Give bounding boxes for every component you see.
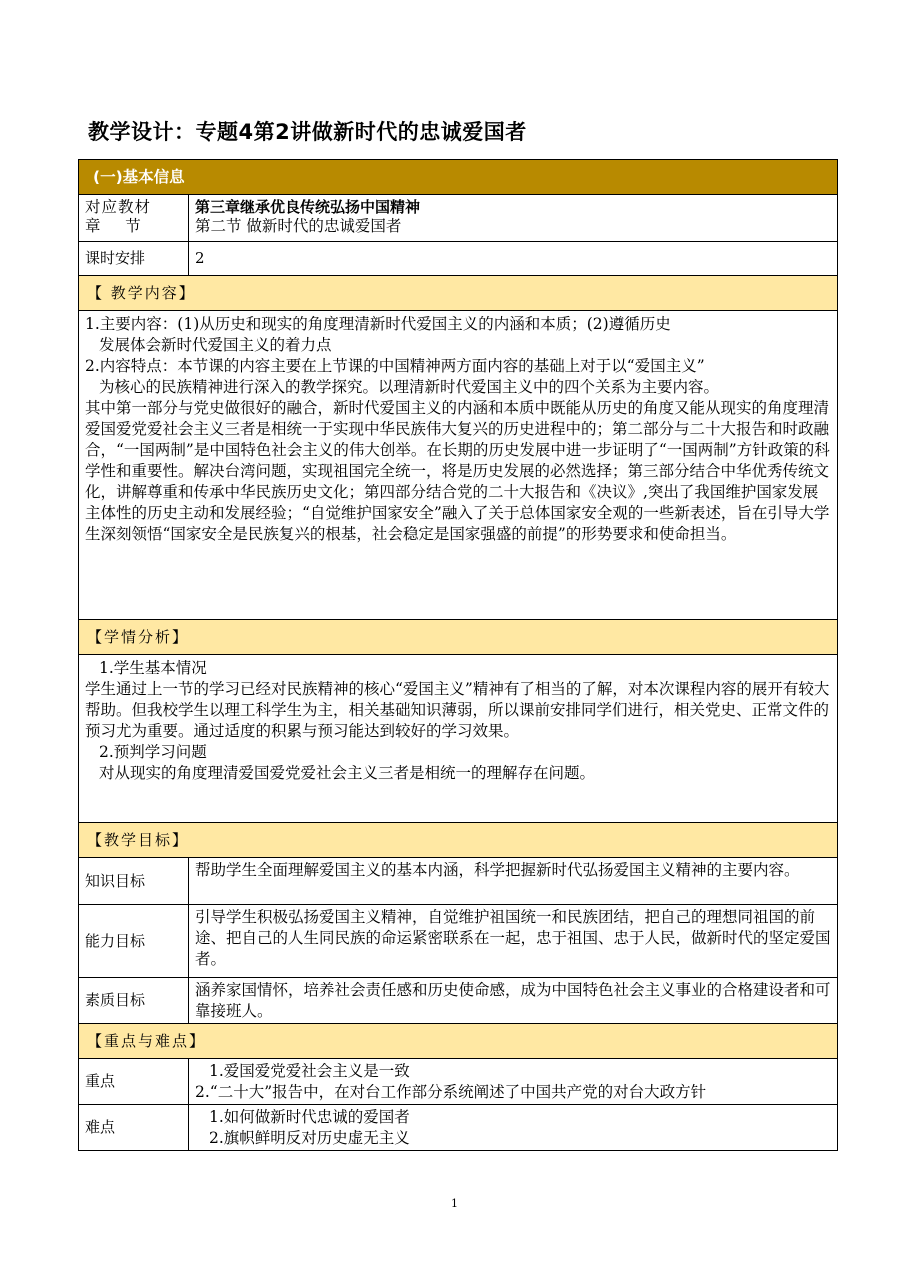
difficulty-item: 1.如何做新时代忠诚的爱国者	[209, 1108, 410, 1126]
quality-goal-label: 素质目标	[79, 978, 189, 1024]
section-basic-info-header: (一)基本信息	[79, 160, 838, 195]
textbook-chapter-value: 第三章继承优良传统弘扬中国精神 第二节 做新时代的忠诚爱国者	[189, 195, 838, 242]
ability-goal-text: 引导学生积极弘扬爱国主义精神，自觉维护祖国统一和民族团结，把自己的理想同祖国的前途、把自己的人生同民族的命运紧密联系在一起，忠于祖国、忠于人民，做新时代的坚定爱国者。	[189, 905, 838, 978]
document-title: 教学设计：专题4第2讲做新时代的忠诚爱国者	[88, 120, 527, 144]
lesson-plan-table	[78, 159, 838, 1151]
knowledge-goal-label: 知识目标	[79, 858, 189, 905]
key-point-item: 1.爱国爱党爱社会主义是一致	[209, 1062, 410, 1080]
learning-analysis-header: 【学情分析】	[79, 620, 838, 655]
difficulty-item: 2.旗帜鲜明反对历史虚无主义	[209, 1129, 410, 1147]
page-number: 1	[451, 1197, 458, 1210]
class-hours-label: 课时安排	[79, 242, 189, 276]
learning-analysis-body: 1.学生基本情况 学生通过上一节的学习已经对民族精神的核心“爱国主义”精神有了相当的了解，对本次课程内容的展开有较大帮助。但我校学生以理工科学生为主，相关基础知识薄弱，所以课前安排同学们进行，相关党史、正常文件的预习尤为重要。通过适度的积累与预习能达到较好的学习效果。 2.预判学习问题 对从现实的角度理清爱国爱党爱社会主义三者是相统一的理解存在问题。	[79, 655, 838, 823]
teaching-content-body: 1.主要内容：(1)从历史和现实的角度理清新时代爱国主义的内涵和本质；(2)遵循历史 发展体会新时代爱国主义的着力点 2.内容特点：本节课的内容主要在上节课的中国精神两方面内容的基础上对于以“爱国主义” 为核心的民族精神进行深入的教学探究。以理清新时代爱国主义中的四个关系为主要内容。 其中第一部分与党史做很好的融合，新时代爱国主义的内涵和本质中既能从历史的角度又能从现实的角度理清爱国爱党爱社会主义三者是相统一于实现中华民族伟大复兴的历史进程中的；第二部分与二十大报告和时政融合，“一国两制”是中国特色社会主义的伟大创举。在长期的历史发展中进一步证明了“一国两制”方针政策的科学性和重要性。解决台湾问题，实现祖国完全统一，将是历史发展的必然选择；第三部分结合中华优秀传统文化，讲解尊重和传承中华民族历史文化；第四部分结合党的二十大报告和《决议》,突出了我国维护国家发展主体性的历史主动和发展经验；“自觉维护国家安全”融入了关于总体国家安全观的一些新表述，旨在引导大学生深刻领悟“国家安全是民族复兴的根基，社会稳定是国家强盛的前提”的形势要求和使命担当。	[79, 311, 838, 620]
key-point-item: 2.“二十大”报告中，在对台工作部分系统阐述了中国共产党的对台大政方针	[195, 1083, 707, 1101]
key-point-label: 重点	[79, 1059, 189, 1105]
keypoints-header: 【重点与难点】	[79, 1024, 838, 1059]
difficulty-list	[189, 1105, 838, 1151]
class-hours-value: 2	[189, 242, 838, 276]
key-point-list	[189, 1059, 838, 1105]
teaching-content-header: 【 教学内容】	[79, 276, 838, 311]
teaching-goals-header: 【教学目标】	[79, 823, 838, 858]
quality-goal-text: 涵养家国情怀，培养社会责任感和历史使命感，成为中国特色社会主义事业的合格建设者和可靠接班人。	[189, 978, 838, 1024]
textbook-chapter-label: 对应教材 章 节	[79, 195, 189, 242]
knowledge-goal-text: 帮助学生全面理解爱国主义的基本内涵，科学把握新时代弘扬爱国主义精神的主要内容。	[189, 858, 838, 905]
ability-goal-label: 能力目标	[79, 905, 189, 978]
difficulty-label: 难点	[79, 1105, 189, 1151]
